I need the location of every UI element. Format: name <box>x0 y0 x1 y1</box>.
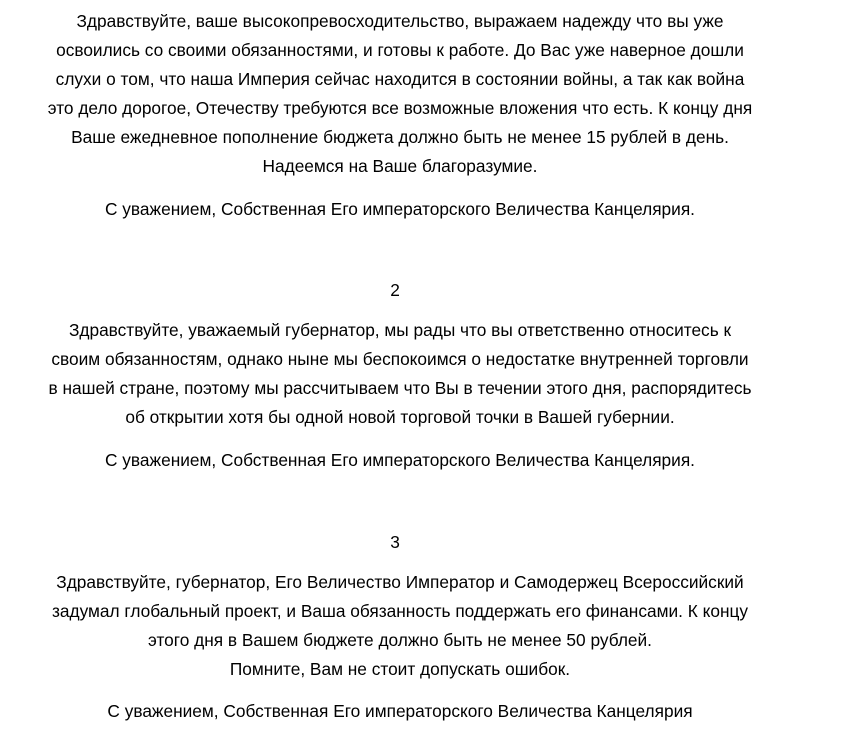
letter-line: Здравствуйте, ваше высокопревосходительство, выражаем надежду что вы уже <box>76 11 724 31</box>
letter-line: Здравствуйте, губернатор, Его Величество Император и Самодержец Всероссийский <box>56 572 744 592</box>
letter-line: это дело дорогое, Отечеству требуются все возможные вложения что есть. К концу дня <box>47 98 753 118</box>
letter-1-body <box>0 7 800 181</box>
letter-3 <box>0 568 800 684</box>
letter-line: освоились со своими обязанностями, и готовы к работе. До Вас уже наверное дошли <box>56 40 744 60</box>
letter-line: слухи о том, что наша Империя сейчас находится в состоянии войны, а так как война <box>55 69 745 89</box>
letter-line: задумал глобальный проект, и Ваша обязанность поддержать его финансами. К концу <box>51 601 749 621</box>
letter-line: своим обязанностям, однако ныне мы беспокоимся о недостатке внутренней торговли <box>51 349 749 369</box>
letter-2-signature: С уважением, Собственная Его императорского Величества Канцелярия. <box>105 450 695 470</box>
letter-1-signature: С уважением, Собственная Его императорского Величества Канцелярия. <box>105 199 695 219</box>
letter-3-signature: С уважением, Собственная Его императорского Величества Канцелярия <box>107 701 693 721</box>
letter-line: Здравствуйте, уважаемый губернатор, мы рады что вы ответственно относитесь к <box>68 320 732 340</box>
letter-2-body <box>0 316 800 432</box>
letter-2 <box>0 316 800 432</box>
letter-line: в нашей стране, поэтому мы рассчитываем что Вы в течении этого дня, распорядитесь <box>48 378 752 398</box>
letter-line: Помните, Вам не стоит допускать ошибок. <box>229 659 571 679</box>
letter-3-number: 3 <box>390 532 400 552</box>
letter-line: этого дня в Вашем бюджете должно быть не менее 50 рублей. <box>148 630 652 650</box>
letter-line: Надеемся на Ваше благоразумие. <box>262 156 538 176</box>
letter-1 <box>0 7 800 181</box>
letter-2-number: 2 <box>390 280 400 300</box>
letter-line: об открытии хотя бы одной новой торговой точки в Вашей губернии. <box>125 407 675 427</box>
letter-line: Ваше ежедневное пополнение бюджета должно быть не менее 15 рублей в день. <box>71 127 729 147</box>
letter-3-body <box>0 568 800 684</box>
